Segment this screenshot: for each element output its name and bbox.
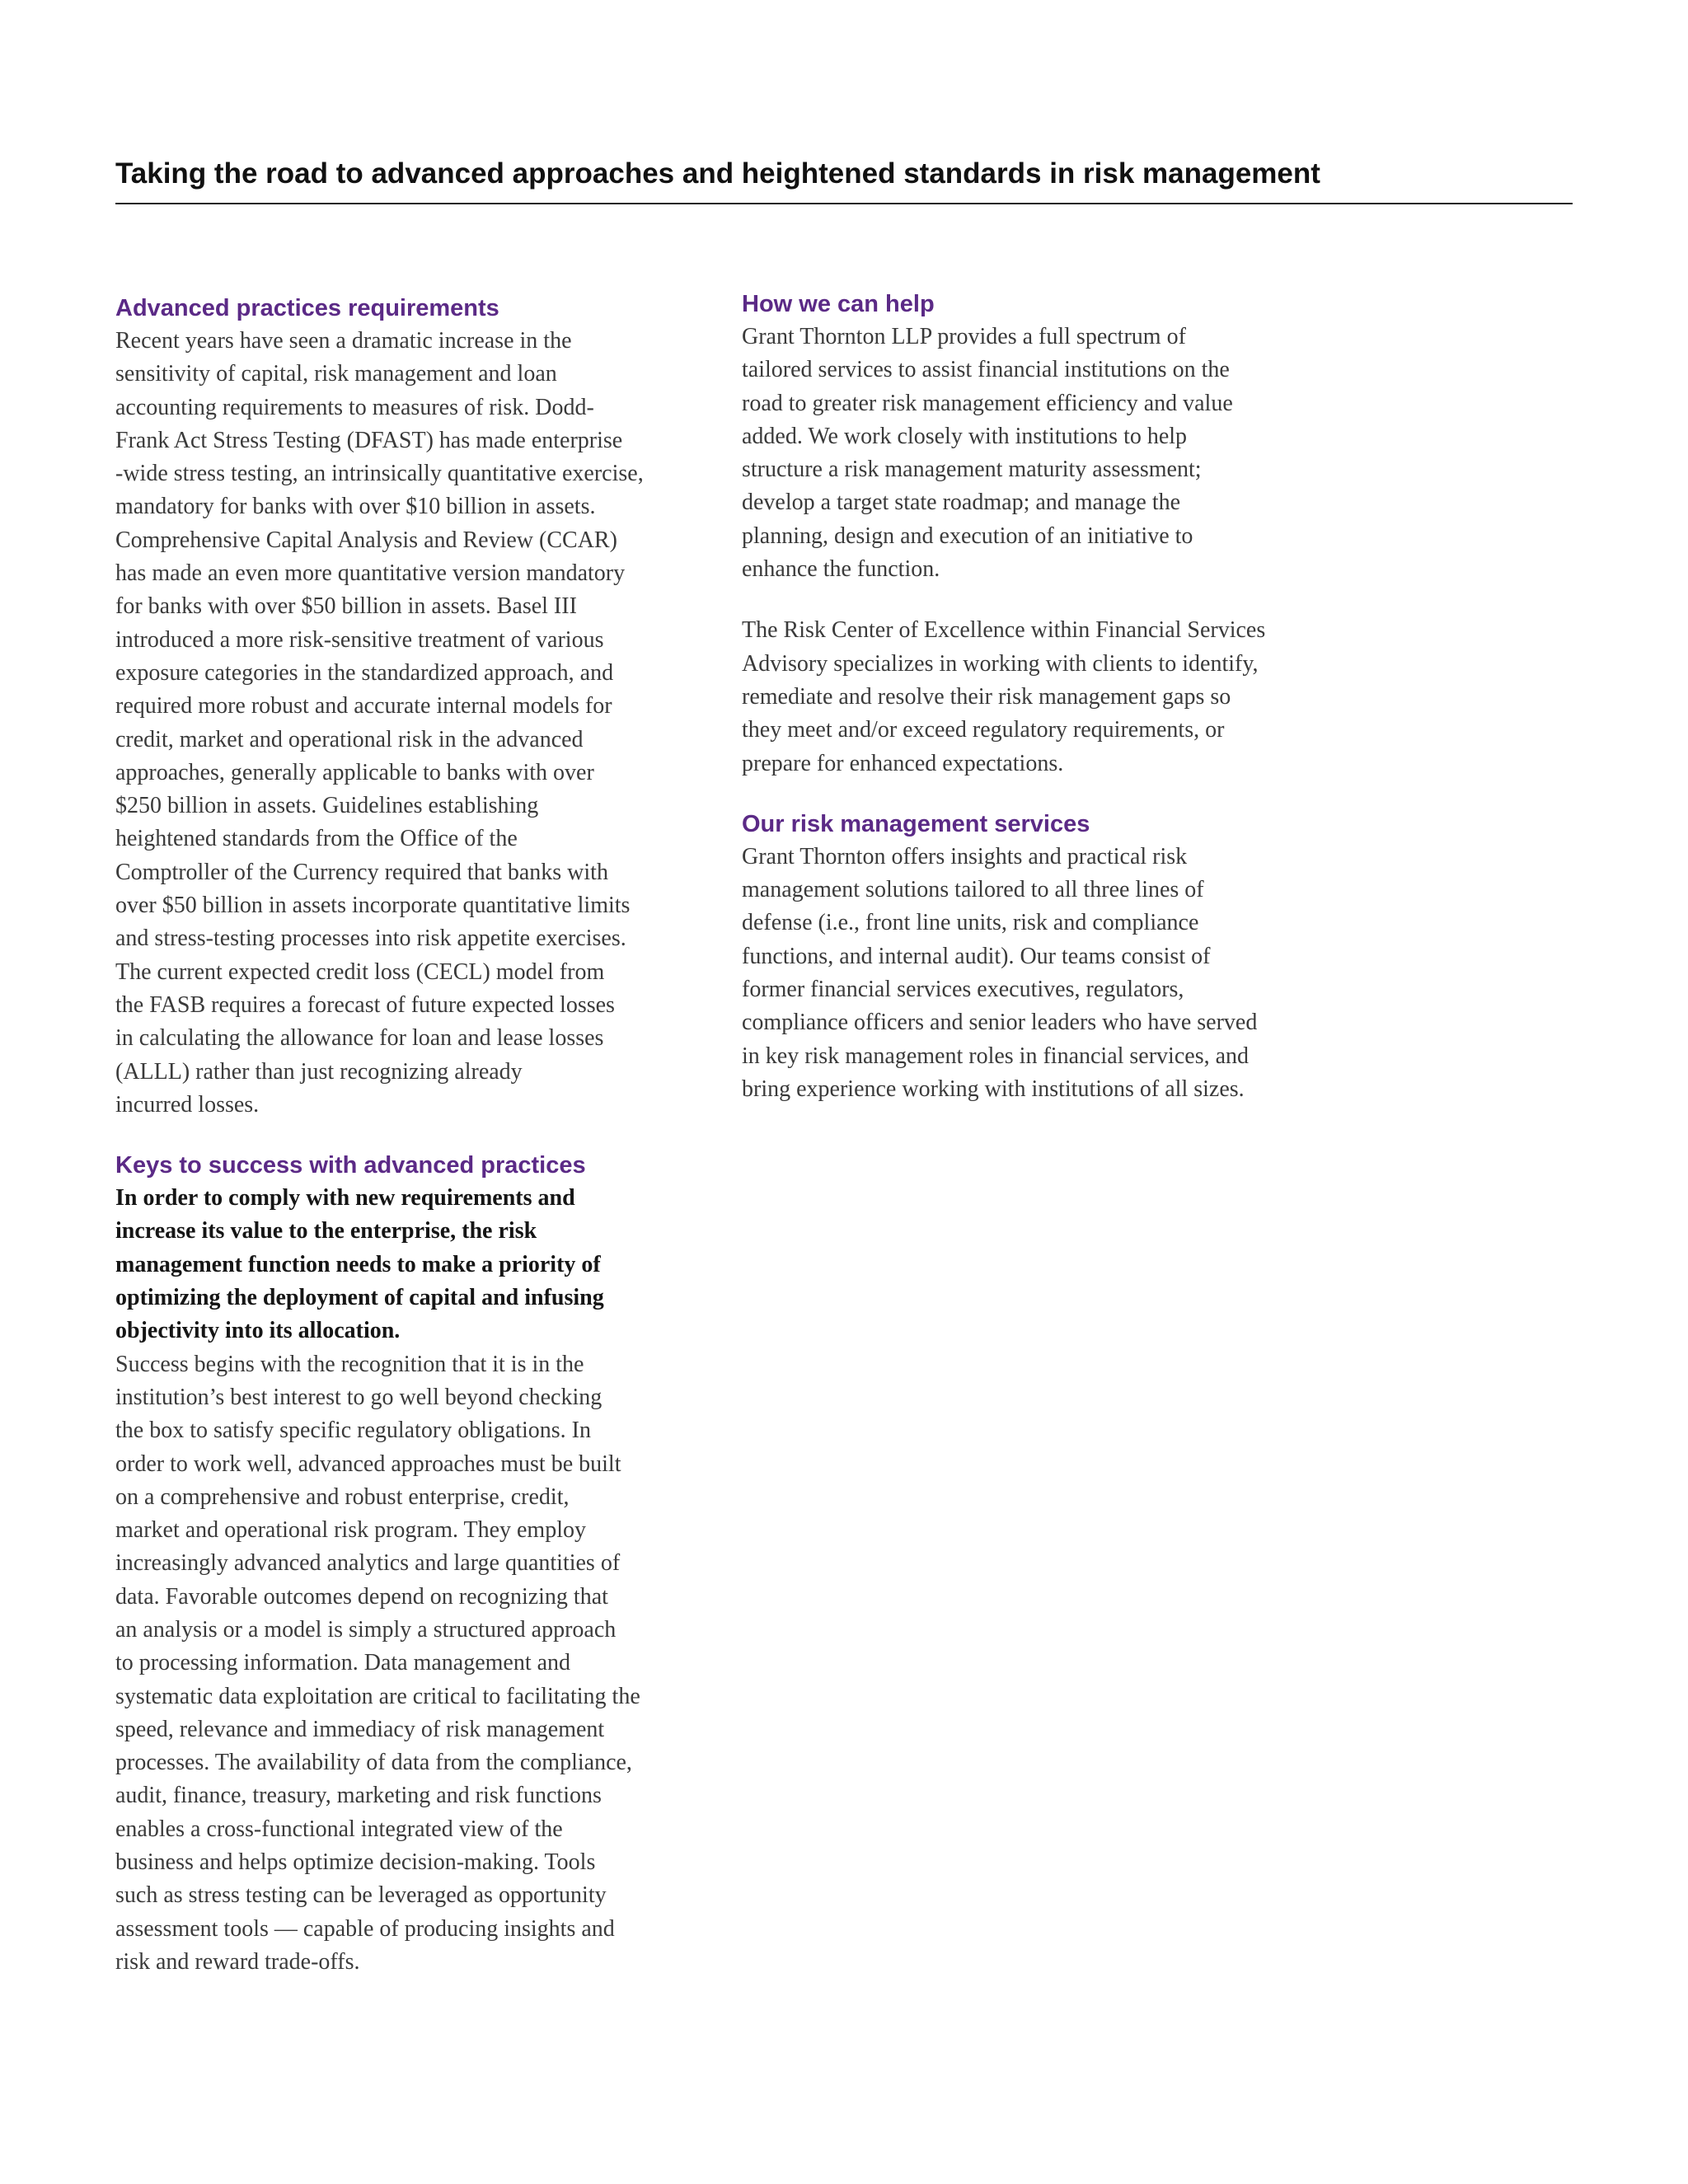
text-line: bring experience working with institutions of all sizes. <box>742 1076 1245 1102</box>
text-line: the box to satisfy specific regulatory obligations. In <box>115 1418 591 1444</box>
text-line: former financial services executives, regulators, <box>742 977 1184 1003</box>
text-line: speed, relevance and immediacy of risk management <box>115 1716 605 1742</box>
advanced-practices-text <box>115 325 692 1122</box>
text-line: prepare for enhanced expectations. <box>742 750 1064 776</box>
text-line: institution’s best interest to go well beyond checking <box>115 1384 603 1410</box>
text-line: compliance officers and senior leaders who have served <box>742 1010 1258 1036</box>
page-title: Taking the road to advanced approaches and heightened standards in risk management <box>115 157 1320 190</box>
text-line: accounting requirements to measures of risk. Dodd- <box>115 394 594 420</box>
text-line: management function needs to make a priority of <box>115 1251 601 1277</box>
text-line: and stress-testing processes into risk appetite exercises. <box>115 926 626 952</box>
text-line: management solutions tailored to all three lines of <box>742 877 1204 903</box>
paragraph-spacer <box>742 586 1319 614</box>
risk-services-text <box>742 841 1319 1106</box>
text-line: enhance the function. <box>742 556 940 583</box>
text-line: functions, and internal audit). Our teams consist of <box>742 943 1211 969</box>
text-line: Advisory specializes in working with clients to identify, <box>742 650 1259 677</box>
text-line: remediate and resolve their risk management gaps so <box>742 683 1231 710</box>
text-line: introduced a more risk-sensitive treatment of various <box>115 626 604 653</box>
text-line: sensitivity of capital, risk management and loan <box>115 361 557 387</box>
text-line: mandatory for banks with over $10 billion in assets. <box>115 494 596 520</box>
text-line: risk and reward trade-offs. <box>115 1948 360 1975</box>
text-line: in key risk management roles in financial services, and <box>742 1043 1250 1069</box>
text-line: Grant Thornton LLP provides a full spectrum of <box>742 324 1186 349</box>
section-spacer <box>115 1122 692 1149</box>
keys-to-success-heading: Keys to success with advanced practices <box>115 1152 586 1179</box>
text-line: optimizing the deployment of capital and infusing <box>115 1285 604 1311</box>
text-line: approaches, generally applicable to banks with over <box>115 759 594 785</box>
text-line: they meet and/or exceed regulatory requirements, or <box>742 717 1225 743</box>
text-line: processes. The availability of data from the compliance, <box>115 1750 632 1776</box>
text-line: structure a risk management maturity assessment; <box>742 457 1202 483</box>
right-column <box>742 288 1319 1106</box>
text-line: increase its value to the enterprise, the risk <box>115 1218 537 1244</box>
text-line: systematic data exploitation are critical to facilitating the <box>115 1683 640 1709</box>
text-line: business and helps optimize decision-making. Tools <box>115 1849 596 1876</box>
text-line: audit, finance, treasury, marketing and risk functions <box>115 1783 602 1809</box>
text-line: enables a cross-functional integrated view of the <box>115 1816 563 1842</box>
how-we-can-help-heading: How we can help <box>742 291 935 317</box>
risk-services-heading: Our risk management services <box>742 810 1090 837</box>
text-line: Comprehensive Capital Analysis and Review (CCAR) <box>115 527 617 553</box>
text-line: heightened standards from the Office of the <box>115 826 518 852</box>
text-line: to processing information. Data management and <box>115 1650 571 1676</box>
text-line: $250 billion in assets. Guidelines establishing <box>115 793 539 819</box>
advanced-practices-heading: Advanced practices requirements <box>115 295 499 321</box>
keys-to-success-text <box>115 1348 692 1980</box>
text-line: credit, market and operational risk in the advanced <box>115 726 584 752</box>
section-spacer <box>742 780 1319 808</box>
text-line: Frank Act Stress Testing (DFAST) has made enterprise <box>115 427 623 453</box>
text-line: for banks with over $50 billion in assets. Basel III <box>115 593 577 620</box>
text-line: such as stress testing can be leveraged as opportunity <box>115 1882 607 1909</box>
text-line: The Risk Center of Excellence within Financial Services <box>742 617 1266 644</box>
text-line: assessment tools — capable of producing insights and <box>115 1915 615 1942</box>
text-line: -wide stress testing, an intrinsically quantitative exercise, <box>115 461 644 487</box>
text-line: over $50 billion in assets incorporate quantitative limits <box>115 893 631 919</box>
text-line: an analysis or a model is simply a structured approach <box>115 1616 617 1643</box>
text-line: required more robust and accurate internal models for <box>115 693 612 719</box>
text-line: The current expected credit loss (CECL) model from <box>115 958 605 985</box>
text-line: develop a target state roadmap; and manage the <box>742 490 1181 516</box>
text-line: planning, design and execution of an initiative to <box>742 523 1193 549</box>
text-line: has made an even more quantitative version mandatory <box>115 560 626 587</box>
text-line: added. We work closely with institutions to help <box>742 423 1188 449</box>
text-line: in calculating the allowance for loan and lease losses <box>115 1025 604 1052</box>
text-line: Success begins with the recognition that it is in the <box>115 1351 584 1377</box>
text-line: Grant Thornton offers insights and practical risk <box>742 843 1188 869</box>
how-we-can-help-paragraph-1 <box>742 321 1319 586</box>
title-divider <box>115 203 1573 204</box>
text-line: road to greater risk management efficiency and value <box>742 390 1233 416</box>
text-line: Recent years have seen a dramatic increase in the <box>115 328 572 354</box>
text-line: data. Favorable outcomes depend on recognizing that <box>115 1583 608 1610</box>
text-line: market and operational risk program. They employ <box>115 1517 586 1544</box>
how-we-can-help-paragraph-2 <box>742 614 1319 780</box>
text-line: Comptroller of the Currency required that banks with <box>115 859 608 885</box>
text-line: increasingly advanced analytics and large quantities of <box>115 1550 621 1577</box>
text-line: exposure categories in the standardized approach, and <box>115 659 614 686</box>
text-line: incurred losses. <box>115 1091 260 1118</box>
left-column <box>115 292 692 1979</box>
text-line: objectivity into its allocation. <box>115 1318 401 1344</box>
text-line: on a comprehensive and robust enterprise, credit, <box>115 1483 570 1510</box>
text-line: In order to comply with new requirements and <box>115 1185 575 1212</box>
text-line: order to work well, advanced approaches must be built <box>115 1451 621 1477</box>
text-line: defense (i.e., front line units, risk and compliance <box>742 910 1199 936</box>
text-line: tailored services to assist financial institutions on the <box>742 357 1230 383</box>
text-line: (ALLL) rather than just recognizing already <box>115 1058 523 1085</box>
keys-to-success-lead <box>115 1182 692 1347</box>
text-line: the FASB requires a forecast of future expected losses <box>115 991 615 1018</box>
